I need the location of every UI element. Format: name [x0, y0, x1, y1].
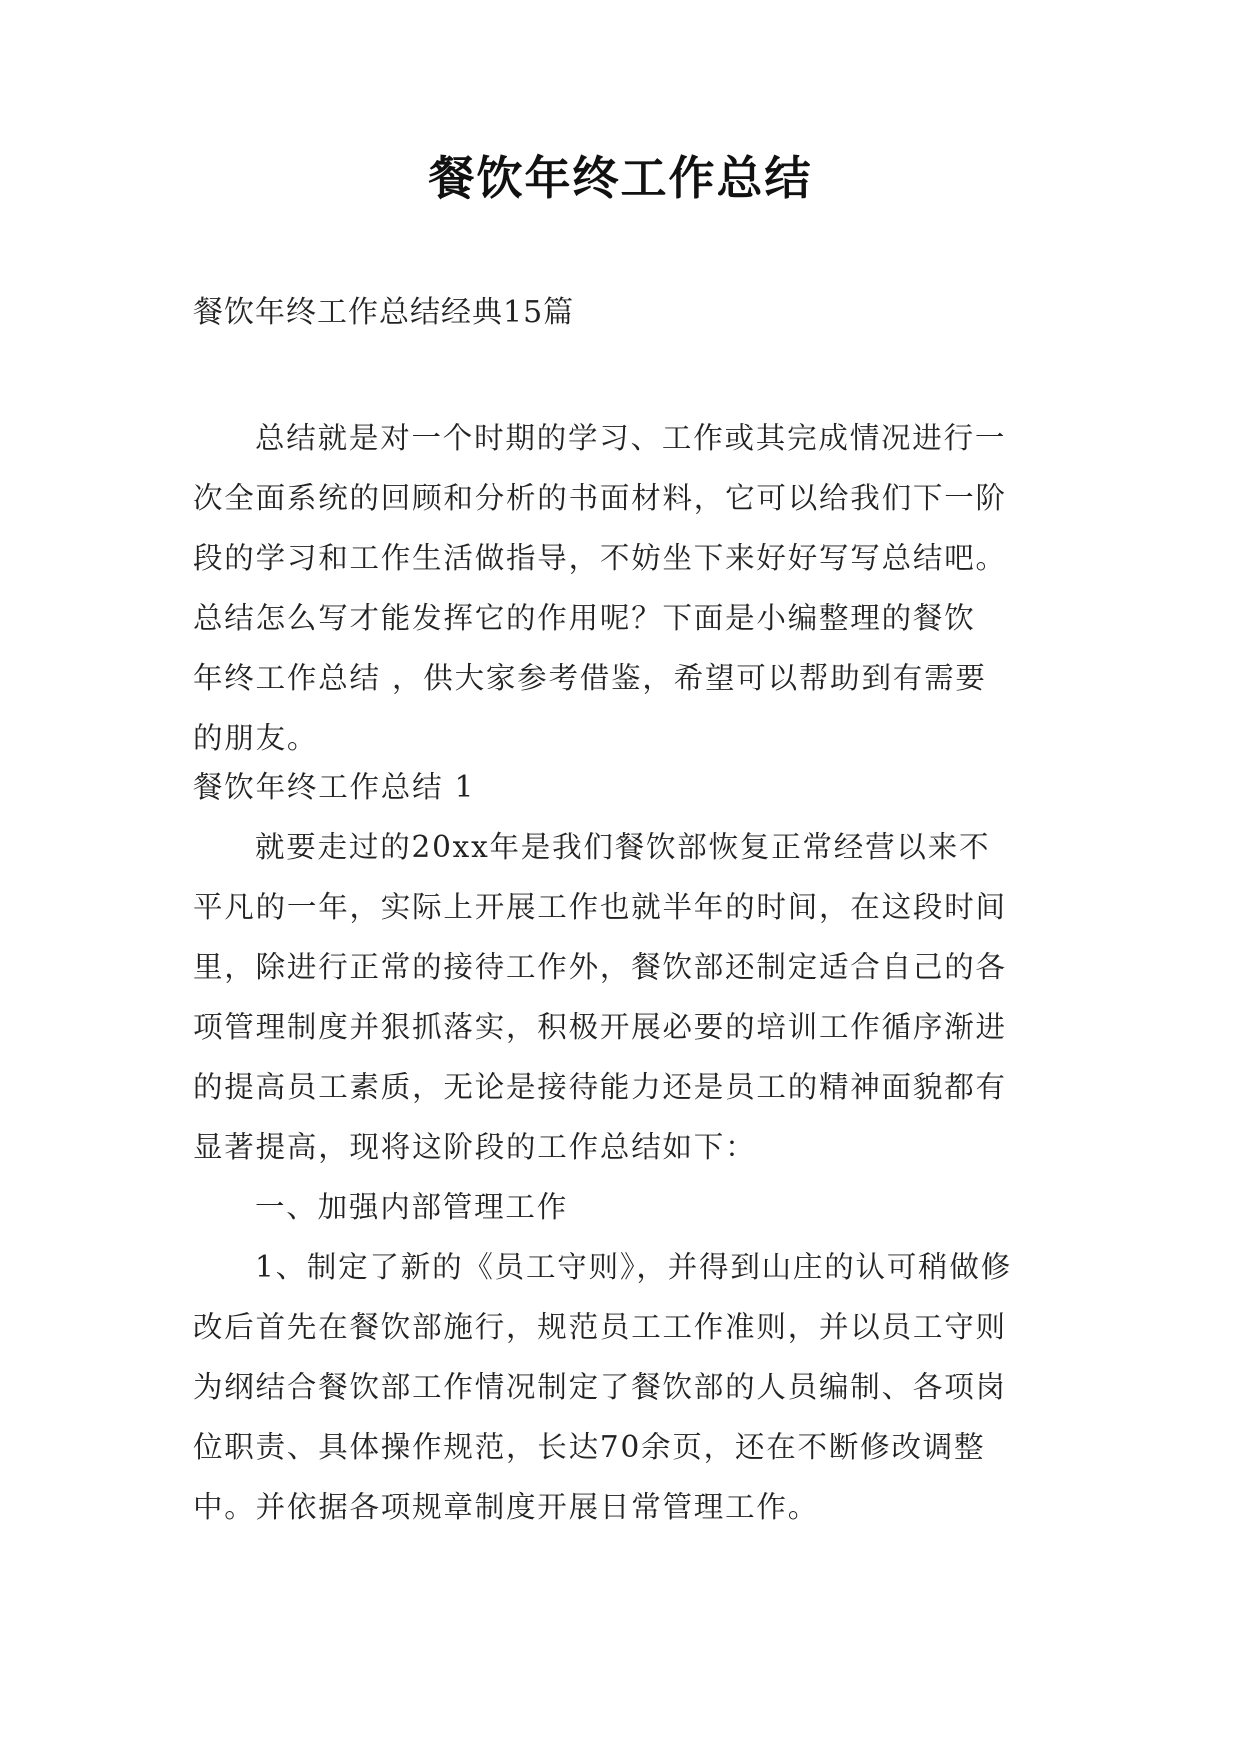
paragraph-line: 段的学习和工作生活做指导，不妨坐下来好好写写总结吧。 [193, 541, 1007, 575]
paragraph-line: 平凡的一年，实际上开展工作也就半年的时间，在这段时间 [193, 890, 1007, 924]
document-title: 餐饮年终工作总结 [428, 151, 813, 205]
paragraph-line: 年终工作总结 ，供大家参考借鉴，希望可以帮助到有需要 [193, 661, 987, 695]
intro-paragraph [193, 408, 1063, 768]
paragraph-line: 的提高员工素质，无论是接待能力还是员工的精神面貌都有 [193, 1070, 1007, 1104]
paragraph-line: 显著提高，现将这阶段的工作总结如下： [193, 1130, 757, 1164]
section-1 [193, 757, 1063, 1537]
paragraph-line: 总结怎么写才能发挥它的作用呢？下面是小编整理的餐饮 [193, 601, 976, 635]
paragraph-line: 里，除进行正常的接待工作外，餐饮部还制定适合自己的各 [193, 950, 1007, 984]
paragraph-line: 项管理制度并狠抓落实，积极开展必要的培训工作循序渐进 [193, 1010, 1007, 1044]
paragraph-line: 总结就是对一个时期的学习、工作或其完成情况进行一 [255, 421, 1007, 455]
paragraph-line: 就要走过的20xx年是我们餐饮部恢复正常经营以来不 [255, 830, 991, 864]
paragraph-line: 1、制定了新的《员工守则》，并得到山庄的认可稍做修 [255, 1250, 1013, 1284]
paragraph-line: 改后首先在餐饮部施行，规范员工工作准则，并以员工守则 [193, 1310, 1007, 1344]
subsection-heading: 一、加强内部管理工作 [255, 1190, 569, 1224]
paragraph-line: 中。并依据各项规章制度开展日常管理工作。 [193, 1490, 820, 1524]
paragraph-line: 次全面系统的回顾和分析的书面材料，它可以给我们下一阶 [193, 481, 1007, 515]
paragraph-line: 为纲结合餐饮部工作情况制定了餐饮部的人员编制、各项岗 [193, 1370, 1007, 1404]
section-heading: 餐饮年终工作总结 1 [193, 770, 476, 804]
document-subtitle: 餐饮年终工作总结经典15篇 [193, 295, 575, 330]
paragraph-line: 位职责、具体操作规范，长达70余页，还在不断修改调整 [193, 1430, 986, 1464]
paragraph-line: 的朋友。 [193, 721, 319, 755]
